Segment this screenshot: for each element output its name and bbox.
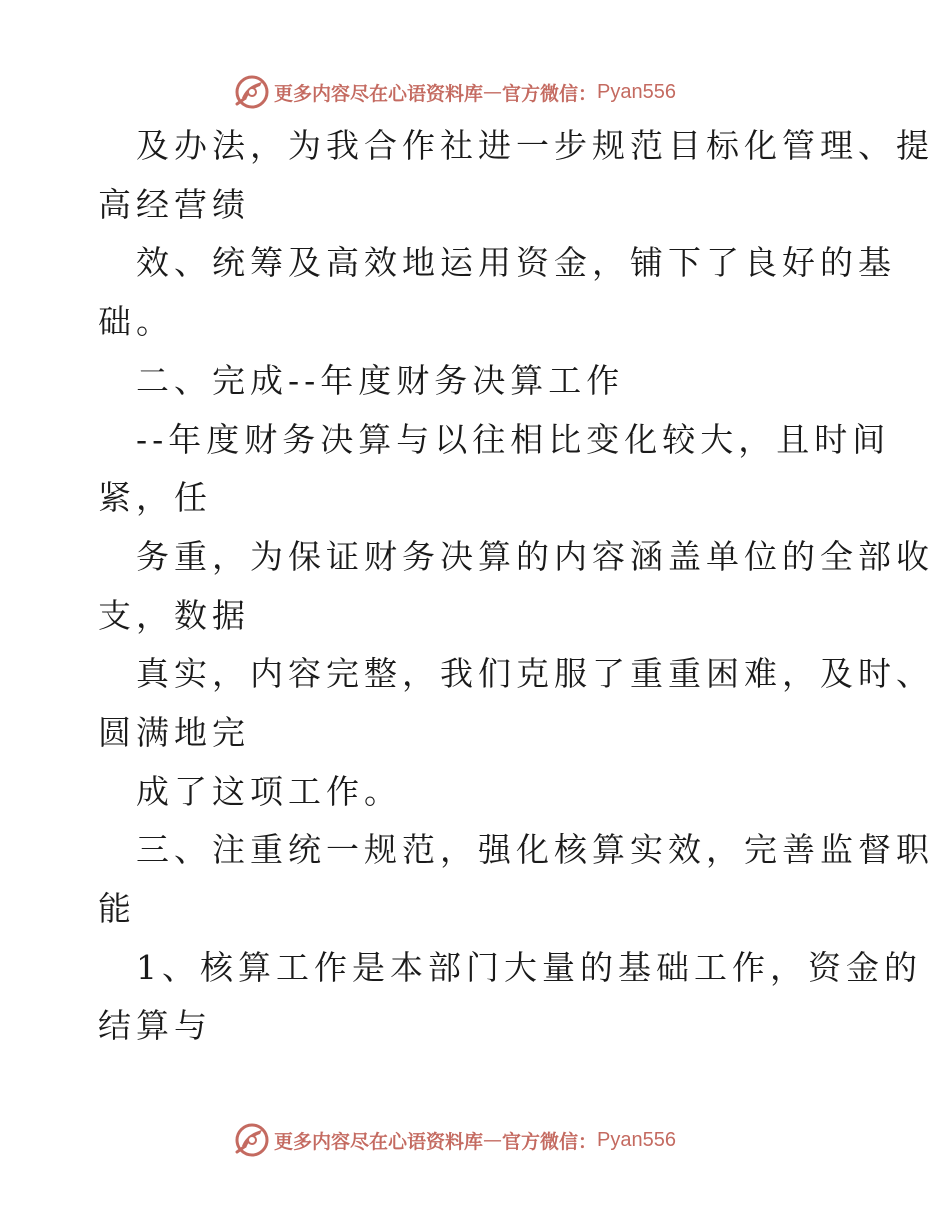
body-line: 紧，任 [98, 478, 212, 517]
body-line: 务重，为保证财务决算的内容涵盖单位的全部收 [136, 537, 934, 576]
body-line: 1、核算工作是本部门大量的基础工作，资金的 [136, 948, 922, 987]
body-line: 础。 [98, 302, 174, 341]
footer-watermark-banner [0, 1120, 950, 1160]
section-heading: 三、注重统一规范，强化核算实效，完善监督职 [136, 830, 934, 869]
body-line: 支，数据 [98, 596, 250, 635]
body-line: 效、统筹及高效地运用资金，铺下了良好的基 [136, 243, 896, 282]
body-line: 结算与 [98, 1006, 212, 1045]
body-line: 能 [98, 889, 136, 928]
body-line: 高经营绩 [98, 185, 250, 224]
banner-wechat-label: 官方微信： [502, 82, 598, 105]
body-line: 真实，内容完整，我们克服了重重困难，及时、 [136, 654, 934, 693]
banner-wechat-label: 官方微信： [502, 1130, 598, 1153]
banner-wechat-id: Pyan556 [597, 80, 676, 103]
banner-wechat-id: Pyan556 [597, 1128, 676, 1151]
body-line: 及办法，为我合作社进一步规范目标化管理、提 [136, 126, 934, 165]
section-heading: 二、完成--年度财务决算工作 [136, 361, 625, 400]
banner-slogan: 更多内容尽在心语资料库 [274, 82, 484, 105]
banner-dash: — [483, 81, 503, 103]
brand-logo-icon [234, 1122, 270, 1158]
banner-slogan: 更多内容尽在心语资料库 [274, 1130, 484, 1153]
body-line: --年度财务决算与以往相比变化较大，且时间 [136, 420, 891, 459]
body-line: 成了这项工作。 [136, 772, 402, 811]
banner-dash: — [483, 1129, 503, 1151]
body-line: 圆满地完 [98, 713, 250, 752]
